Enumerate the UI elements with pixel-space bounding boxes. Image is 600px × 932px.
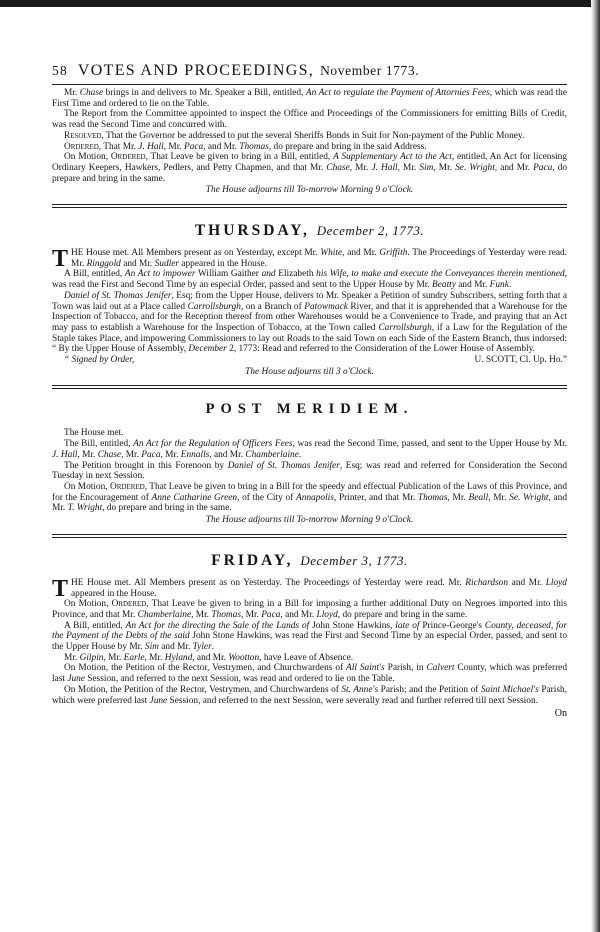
drop-cap: T: [52, 575, 69, 602]
adjournment-note: The House adjourns till 3 o'Clock.: [245, 366, 374, 377]
scan-top-edge: [0, 0, 600, 7]
paragraph: The Report from the Committee appointed to inspect the Office and Proceedings of the Commissioners for emitting Bills of Credit, was read the Second Time and concurred with.: [52, 109, 567, 131]
italic-run: A Supplementary Act to the Act: [333, 152, 452, 163]
italic-run: Se. Wright: [455, 162, 495, 173]
italic-run: Beall: [468, 492, 489, 503]
italic-run: Patowmack: [304, 301, 348, 312]
italic-run: Richardson: [465, 577, 509, 588]
small-caps-run: esolved: [70, 130, 102, 141]
paragraph: The Petition brought in this Forenoon by Daniel of St. Thomas Jenifer, Esq; was read and referred for Consideration the Second Tuesday in next Session.: [52, 460, 567, 482]
italic-run: J. Hall: [371, 162, 398, 173]
paragraph: [52, 575, 567, 602]
friday-heading: [52, 552, 567, 570]
italic-run: Funk: [489, 280, 509, 291]
paragraph-text: HE House met. All Members present as on Yesterday, except Mr. White, and Mr. Griffith. The Proceedings of Yesterday were read. Mr. Ringgold and Mr. Sudler appeared in the House.: [71, 248, 568, 269]
italic-run: June: [149, 695, 168, 706]
italic-run: Thomas: [211, 609, 241, 620]
paragraph: On Motion, Ordered, That Leave be given to bring in a Bill for the speedy and effectual Publication of the Laws of this Province, and for the Encouragement of Anne Catharine Green, of the City of Annapolis, Printer, and that Mr. Thomas, Mr. Beall, Mr. Se. Wright, and Mr. T. Wright, do prepare and bring in the same.: [52, 481, 568, 514]
italic-run: Lloyd: [316, 609, 338, 620]
italic-run: An Act for the directing the Sale of the Lands of: [125, 620, 310, 631]
drop-cap: T: [52, 246, 69, 273]
italic-run: Carrollsburgh: [187, 301, 241, 312]
signature-line: [52, 355, 567, 366]
italic-run: An Act to regulate the Payment of Attornies Fees: [305, 88, 490, 98]
signed-by: “ Signed by Order,: [64, 355, 135, 366]
paragraph: A Bill, entitled, An Act to impower William Gaither and Elizabeth his Wife, to make and execute the Conveyances therein mentioned, was read the First and Second Time by an especial Order, passed and sent to the Upper House by Mr. Beatty and Mr. Funk.: [52, 269, 567, 291]
italic-run: Earle: [123, 652, 145, 663]
italic-run: Chase: [97, 449, 122, 460]
paragraph: On Motion, Ordered, That Leave be given to bring in a Bill, entitled, A Supplementary Act to the Act, entitled, An Act for licensing Ordinary Keepers, Hawkers, Pedlers, and Petty Chapmen, and that Mr. Chase, Mr. J. Hall, Mr. Sim, Mr. Se. Wright, and Mr. Paca, do prepare and bring in the same.: [52, 152, 568, 184]
paragraph: The House met.: [64, 428, 124, 439]
italic-run: Griffith: [379, 248, 408, 259]
italic-run: Calvert: [426, 663, 455, 674]
catchword: On: [554, 708, 567, 720]
italic-run: Paca: [261, 609, 281, 620]
italic-run: An Act to impower: [124, 269, 196, 280]
italic-run: All Saint's: [346, 663, 385, 674]
running-head: [52, 62, 567, 80]
paragraph: On Motion, the Petition of the Rector, Vestrymen, and Churchwardens of St. Anne's Parish; and the Petition of Saint Michael's Parish, which were preferred last June Session, and referred to the next Session, were severally read and further referred till next Session.: [52, 684, 568, 706]
italic-run: Paca: [141, 449, 161, 460]
day-date: December 2, 1773.: [316, 223, 425, 239]
italic-run: Carrollsburgh: [378, 322, 432, 333]
day-date: December 3, 1773.: [300, 552, 408, 568]
italic-run: County, deceased, for the Payment of the Debts of the said: [52, 620, 567, 642]
italic-run: June: [67, 674, 85, 685]
italic-run: Paca: [183, 141, 204, 152]
italic-run: Sim: [144, 642, 159, 653]
day-name: FRIDAY,: [211, 551, 294, 569]
document-page: [52, 62, 567, 727]
italic-run: and: [261, 269, 276, 280]
post-meridiem-section: [52, 428, 567, 525]
italic-run: late of: [395, 620, 420, 631]
paragraph: A Bill, entitled, An Act for the directing the Sale of the Lands of John Stone Hawkins, late of Prince-George's County, deceased, for the Payment of the Debts of the said John Stone Hawkins, was read the First and Second Time by an especial Order, passed, and sent to the Upper House by Mr. Sim and Mr. Tyler.: [52, 620, 567, 653]
italic-run: Beatty: [432, 280, 456, 291]
paragraph: Resolved, That the Governor be addressed to put the several Sheriffs Bonds in Suit for Non-payment of the Public Money.: [64, 130, 525, 141]
italic-run: Ringgold: [86, 258, 121, 269]
italic-run: An Act for the Regulation of Officers Fees: [133, 439, 293, 450]
italic-run: Gilpin: [79, 652, 104, 663]
post-meridiem-heading: POST MERIDIEM.: [205, 401, 414, 418]
italic-run: Chamberlaine: [245, 449, 299, 460]
italic-run: J. Hall: [138, 141, 164, 152]
head-rule: [52, 84, 567, 85]
small-caps-run: rdered: [118, 599, 147, 610]
italic-run: Sudler: [154, 258, 180, 269]
italic-run: Lloyd: [545, 577, 567, 588]
paragraph: On Motion, the Petition of the Rector, Vestrymen, and Churchwardens of All Saint's Parish, in Calvert County, which was preferred last June Session, and referred to the next Session, was read and ordered to lie on the Table.: [52, 663, 568, 685]
friday-section: [52, 575, 568, 720]
italic-run: Daniel of St. Thomas Jenifer: [227, 460, 340, 471]
paragraph: Ordered, That Mr. J. Hall, Mr. Paca, and Mr. Thomas, do prepare and bring in the said Address.: [64, 141, 427, 152]
running-month: November 1773.: [320, 63, 420, 78]
paragraph: Daniel of St. Thomas Jenifer, Esq; from the Upper House, delivers to Mr. Speaker a Petition of sundry Subscribers, setting forth that a Town was laid out at a Place called Carrollsburgh, on a Branch of Patowmack River, and that it is apprehended that a Warehouse for the Inspection of Tobacco, and for the Reception thereof from other Warehouses would be a Convenience to Trade, and praying that an Act may pass to establish a Warehouse for the Inspection of Tobacco, at the Town called Carrollsburgh, if a Law for the Regulation of the Staple takes Place, and impowering Commissioners to lay out Roads to the said Town on each Side of the Eastern Branch, thus indorsed: “ By the Upper House of Assembly, December 2, 1773: Read and referred to the Consideration of the Lower House of Assembly.: [52, 290, 568, 355]
italic-run: Sim: [419, 162, 434, 173]
paragraph: Mr. Chase brings in and delivers to Mr. Speaker a Bill, entitled, An Act to regulate the Payment of Attornies Fees, which was read the First Time and ordered to lie on the Table.: [52, 88, 567, 109]
paragraph: On Motion, Ordered, That Leave be given to bring in a Bill for imposing a further additional Duty on Negroes imported into this Province, and that Mr. Chamberlaine, Mr. Thomas, Mr. Paca, and Mr. Lloyd, do prepare and bring in the same.: [52, 599, 567, 620]
paragraph: [52, 246, 568, 273]
italic-run: Wootton: [228, 652, 260, 663]
italic-run: Se. Wright: [509, 492, 549, 503]
italic-run: Annapolis: [296, 492, 334, 503]
section-rule: [52, 385, 567, 389]
italic-run: Chase: [79, 88, 104, 98]
small-caps-run: rdered: [116, 481, 145, 492]
day-name: THURSDAY,: [194, 222, 310, 240]
italic-run: Paca: [533, 162, 553, 173]
paragraph: The Bill, entitled, An Act for the Regulation of Officers Fees, was read the Second Time, passed, and sent to the Upper House by Mr. J. Hall, Mr. Chase, Mr. Paca, Mr. Ennalls, and Mr. Chamberlaine.: [52, 439, 567, 460]
italic-run: Thomas: [417, 492, 448, 503]
italic-run: Hyland: [164, 652, 193, 663]
section-rule: [52, 534, 567, 538]
scan-right-edge: [591, 0, 600, 932]
italic-run: his Wife, to make and execute the Conveyances therein mentioned: [316, 269, 565, 280]
italic-run: Chase: [326, 162, 350, 173]
running-title: VOTES AND PROCEEDINGS,: [77, 62, 315, 79]
thursday-heading: [52, 222, 567, 240]
italic-run: Ennalls: [180, 449, 210, 460]
small-caps-run: rdered: [117, 152, 146, 163]
italic-run: J. Hall: [52, 449, 78, 460]
paragraph-text: HE House met. All Members present as on Yesterday. The Proceedings of Yesterday were read. Mr. Richardson and Mr. Lloyd appeared in the House.: [71, 577, 567, 599]
small-caps-run: rdered: [70, 141, 99, 152]
italic-run: December: [188, 344, 227, 355]
italic-run: Daniel of St. Thomas Jenifer: [64, 290, 172, 301]
thursday-section: [52, 248, 567, 377]
italic-run: Anne Catharine Green: [151, 492, 238, 503]
november-continuation: [52, 88, 567, 196]
italic-run: St. Anne's: [341, 684, 379, 695]
paragraph: Mr. Gilpin, Mr. Earle, Mr. Hyland, and Mr. Wootton, have Leave of Absence.: [64, 652, 354, 663]
italic-run: Thomas: [239, 141, 269, 152]
adjournment-note: The House adjourns till To-morrow Morning 9 o'Clock.: [205, 515, 414, 526]
page-number: 58: [52, 63, 68, 78]
signed-name: U. SCOTT, Cl. Up. Ho.”: [474, 355, 567, 366]
section-rule: [52, 204, 567, 208]
italic-run: Saint Michael's: [480, 684, 539, 695]
italic-run: Tyler: [192, 642, 212, 653]
adjournment-note: The House adjourns till To-morrow Morning 9 o'Clock.: [205, 185, 414, 196]
italic-run: T. Wright: [67, 503, 103, 514]
italic-run: Chamberlaine: [137, 609, 192, 620]
italic-run: White: [320, 248, 343, 259]
